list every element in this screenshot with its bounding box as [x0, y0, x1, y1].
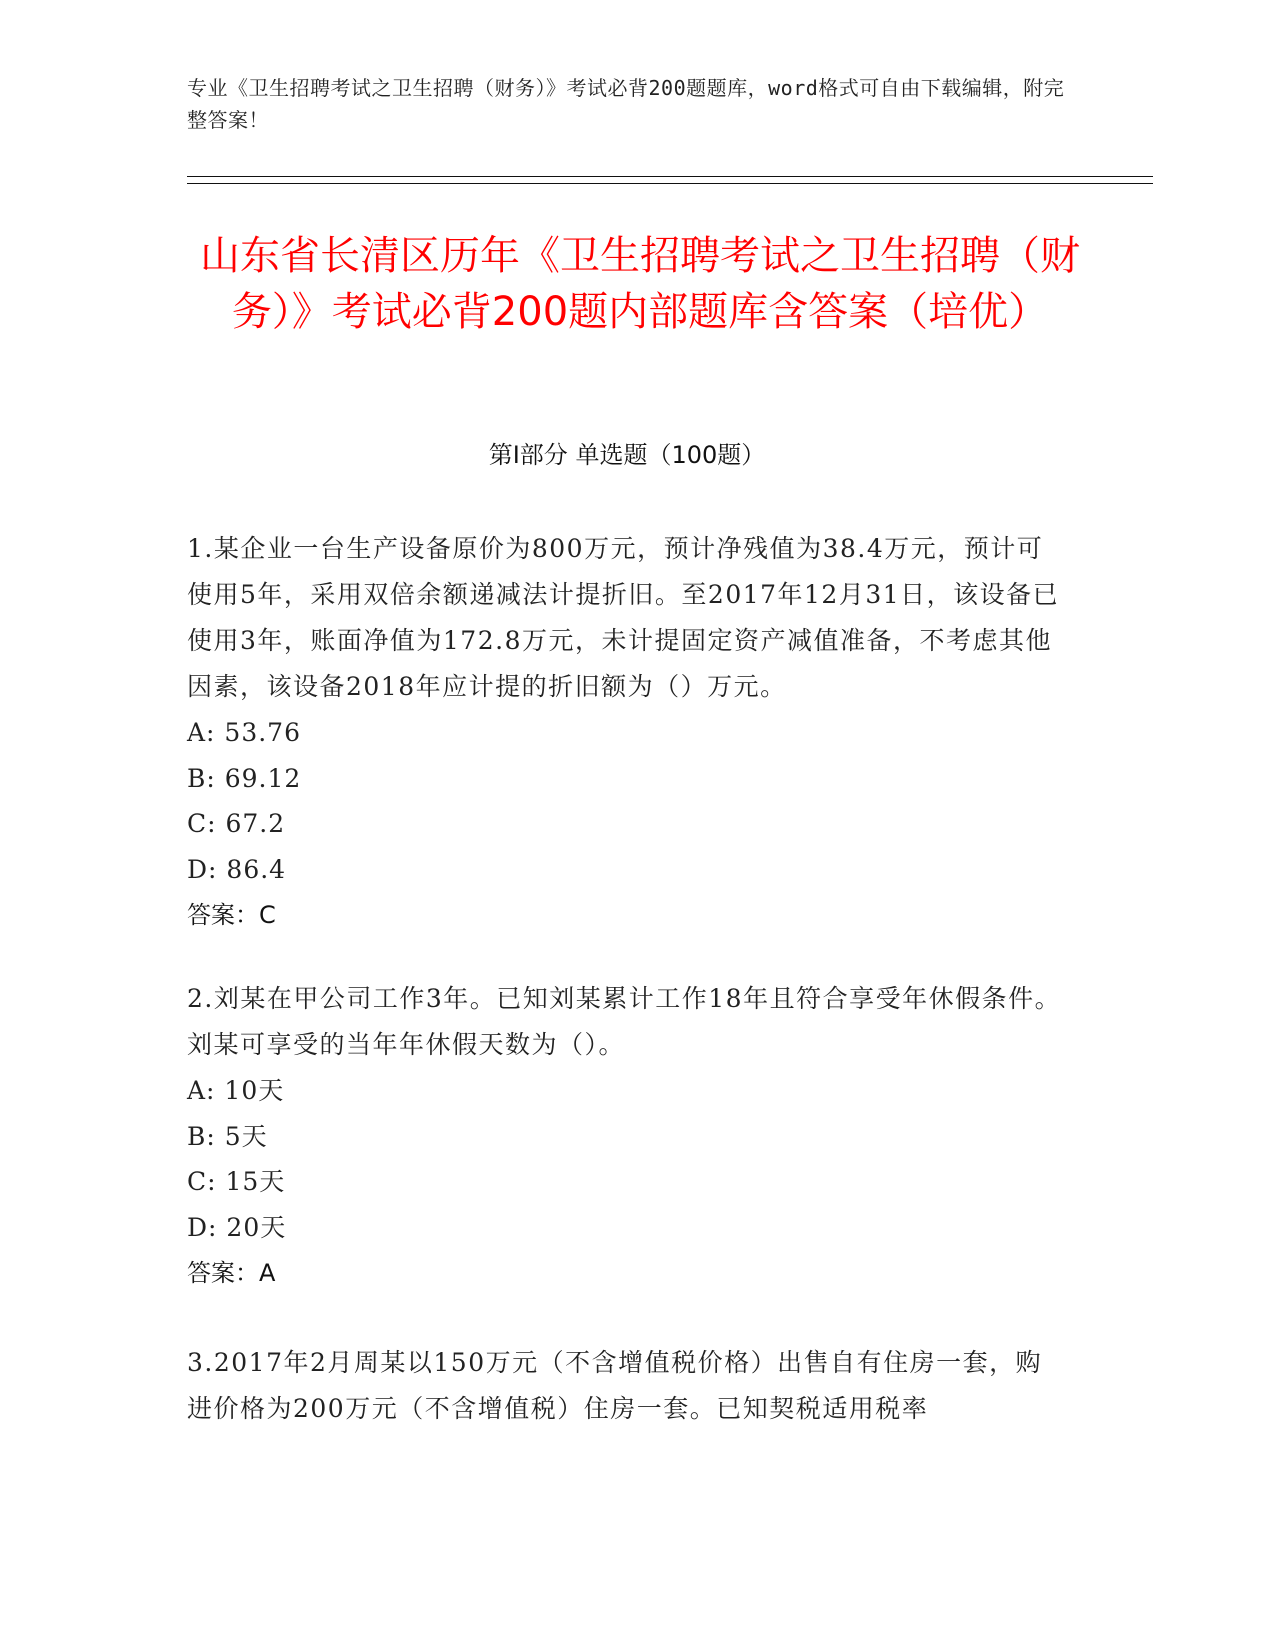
question-1: [187, 526, 1067, 938]
option-b: B: 5天: [187, 1121, 268, 1151]
question-stem: 3.2017年2月周某以150万元（不含增值税价格）出售自有住房一套，购进价格为200万元（不含增值税）住房一套。已知契税适用税率: [187, 1348, 1043, 1423]
option-c: C: 15天: [187, 1167, 286, 1196]
question-stem: 2.刘某在甲公司工作3年。已知刘某累计工作18年且符合享受年休假条件。刘某可享受的当年年休假天数为（）。: [187, 984, 1062, 1059]
option-d: D: 20天: [187, 1212, 287, 1242]
header-divider-top: [187, 176, 1153, 177]
header-divider-bottom: [187, 183, 1153, 184]
option-d: D: 86.4: [187, 854, 287, 884]
question-stem: 1.某企业一台生产设备原价为800万元，预计净残值为38.4万元，预计可使用5年，采用双倍余额递减法计提折旧。至2017年12月31日，该设备已使用3年，账面净值为172.8万元，未计提固定资产减值准备，不考虑其他因素，该设备2018年应计提的折旧额为（）万元。: [187, 534, 1060, 701]
header-note: 专业《卫生招聘考试之卫生招聘（财务）》考试必背200题题库，word格式可自由下载编辑，附完整答案！: [187, 76, 1065, 132]
question-2: [187, 976, 1067, 1296]
section-heading: 第Ⅰ部分 单选题（100题）: [488, 441, 766, 469]
option-a: A: 53.76: [187, 718, 301, 747]
answer: 答案：A: [187, 1259, 276, 1287]
option-a: A: 10天: [187, 1076, 285, 1105]
option-b: B: 69.12: [187, 763, 302, 793]
question-3: [187, 1340, 1067, 1432]
document-title: 山东省长清区历年《卫生招聘考试之卫生招聘（财务）》考试必背200题内部题库含答案（培优）: [200, 233, 1080, 335]
option-c: C: 67.2: [187, 809, 286, 838]
answer: 答案：C: [187, 901, 276, 929]
